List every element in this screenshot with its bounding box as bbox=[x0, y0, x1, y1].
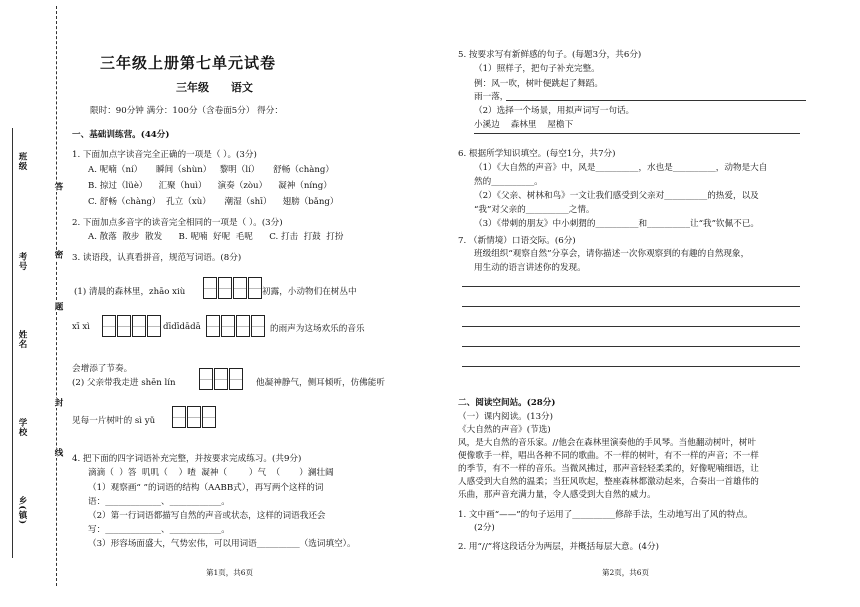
q4-part2-answer[interactable]: 写：_____________、____________。 bbox=[88, 525, 230, 535]
question-5: 5. 按要求写有新鲜感的句子。(每题3分，共6分) bbox=[458, 50, 642, 60]
q4-words: 滴滴（ ）答 叽叽（ ）喳 凝神（ ）气 （ ）澜壮阔 bbox=[88, 468, 334, 478]
section-basic-training: 一、基础训练营。(44分) bbox=[72, 130, 170, 140]
label-township: 乡(镇) bbox=[17, 496, 27, 526]
q6-part1-cont: 然的__________。 bbox=[474, 177, 543, 187]
footer-page-right: 第2页，共6页 bbox=[602, 568, 650, 577]
q6-part2: （2）《父亲、树林和鸟》一文让我们感受到父亲对__________的热爱，以及 bbox=[474, 191, 759, 201]
seal-word-da: 答 bbox=[53, 182, 63, 192]
reading-question-1: 1. 文中画“——”的句子运用了__________修辞手法，生动地写出了风的特点。 bbox=[458, 510, 753, 520]
q5-scenes: 小溪边 森林里 屋檐下 bbox=[474, 120, 574, 130]
reading-part1-title: （一）课内阅读。(13分) bbox=[458, 412, 553, 422]
binding-line bbox=[12, 128, 13, 558]
q3-line4-suffix: 他凝神静气，侧耳倾听，仿佛能听 bbox=[256, 378, 385, 388]
q1-option-a: A. 呢喃（ní） 瞬间（shùn） 黎明（lí） 舒畅（chàng） bbox=[88, 165, 334, 175]
q1-option-b: B. 掠过（lüè） 汇聚（huì） 演奏（zòu） 凝神（níng） bbox=[88, 181, 332, 191]
seal-word-xian: 线 bbox=[53, 448, 63, 458]
reading-paragraph-line5: 乐曲，那声音充满力量，令人感受到大自然的威力。 bbox=[458, 490, 656, 500]
reading-paragraph-line2: 便像歌手一样，唱出各种不同的歌曲。不一样的树叶，有不一样的声音；不一样 bbox=[458, 451, 759, 461]
q5-part1: （1）照样子，把句子补充完整。 bbox=[474, 64, 600, 74]
label-class: 班级 bbox=[17, 152, 27, 171]
q3-grid-3[interactable] bbox=[206, 315, 266, 337]
q6-part3: （3）《带刺的朋友》中小刺猬的__________和__________让“我”钦佩不已。 bbox=[474, 219, 759, 229]
q6-part1: （1）《大自然的声音》中，风是__________，水也是__________，动物是大自 bbox=[474, 163, 768, 173]
label-exam-number: 考号 bbox=[17, 252, 27, 271]
q5-part2: （2）选择一个场景，用拟声词写一句话。 bbox=[474, 106, 635, 116]
question-7: 7. （新情境）口语交际。(6分) bbox=[458, 236, 576, 246]
exam-info: 限时：90分钟 满分：100分（含卷面5分） 得分： bbox=[90, 106, 283, 116]
q6-part2-cont: “我”对父亲的__________之情。 bbox=[474, 205, 595, 215]
q3-grid-1[interactable] bbox=[203, 277, 263, 299]
label-name: 姓名 bbox=[17, 330, 27, 349]
q3-line5: 见每一片树叶的 sì yǔ bbox=[72, 416, 156, 426]
seal-word-feng: 封 bbox=[53, 398, 63, 408]
reading-paragraph-line3: 的季节，有不一样的音乐。当微风拂过，那声音轻轻柔柔的，好像呢喃细语，让 bbox=[458, 464, 759, 474]
section-reading: 二、阅读空间站。(28分) bbox=[458, 398, 556, 408]
q1-option-c: C. 舒畅（chàng） 孔立（xù） 潮湿（shī） 翅膀（bǎng） bbox=[88, 197, 339, 207]
q3-line1-suffix: 初露，小动物们在树丛中 bbox=[262, 287, 357, 297]
reading-question-2: 2. 用“//”将这段话分为两层，并概括每层大意。(4分) bbox=[458, 542, 659, 552]
label-school: 学校 bbox=[17, 418, 27, 437]
q4-part1-answer[interactable]: 语：_____________、____________。 bbox=[88, 497, 230, 507]
q3-line4-prefix: (2) 父亲带我走进 shēn lín bbox=[72, 378, 176, 388]
exam-subtitle: 三年级 语文 bbox=[176, 81, 253, 94]
exam-title: 三年级上册第七单元试卷 bbox=[100, 54, 277, 72]
question-6: 6. 根据所学知识填空。(每空1分，共7分) bbox=[458, 149, 616, 159]
q4-part3: （3）形容场面盛大，气势宏伟，可以用词语__________（选词填空）。 bbox=[88, 539, 356, 549]
q3-grid-5[interactable] bbox=[172, 406, 217, 428]
footer-page-left: 第1页，共6页 bbox=[206, 568, 254, 577]
q7-task-line2: 用生动的语言讲述你的发现。 bbox=[474, 263, 586, 273]
q5-answer-line-2[interactable] bbox=[474, 133, 800, 134]
q3-grid-4[interactable] bbox=[199, 368, 244, 390]
q4-part2: （2）第一行词语都描写自然的声音或状态，这样的词语我还会 bbox=[88, 511, 326, 521]
reading-source: 《大自然的声音》(节选) bbox=[458, 425, 551, 435]
q3-grid-2[interactable] bbox=[102, 315, 162, 337]
q7-answer-line-3[interactable] bbox=[462, 326, 800, 327]
q3-pinyin-didida: dīdīdādā bbox=[163, 322, 201, 332]
question-3: 3. 读语段，认真看拼音，规范写词语。(8分) bbox=[72, 253, 242, 263]
seal-dashed-line bbox=[56, 6, 57, 586]
seal-word-ti: 题 bbox=[53, 302, 63, 312]
q7-answer-line-2[interactable] bbox=[462, 306, 800, 307]
question-2: 2. 下面加点多音字的读音完全相同的一项是（ ）。(3分) bbox=[72, 218, 283, 228]
q4-part1: （1）观察画“ ”的词语的结构（AABB式），再写两个这样的词 bbox=[88, 483, 324, 493]
q5-answer-line-1[interactable] bbox=[506, 100, 806, 101]
q7-answer-line-4[interactable] bbox=[462, 346, 800, 347]
q7-task-line1: 班级组织“观察自然”分享会，请你描述一次你观察到的有趣的自然现象， bbox=[474, 249, 750, 259]
reading-question-1-score: (2分) bbox=[474, 523, 495, 533]
q3-line2-suffix: 的雨声为这场欢乐的音乐 bbox=[270, 324, 365, 334]
question-1: 1. 下面加点字读音完全正确的一项是（ ）。(3分) bbox=[72, 150, 257, 160]
q3-line1-prefix: (1) 清晨的森林里，zhāo xiù bbox=[74, 287, 186, 297]
q5-fill-prompt: 雨一落， bbox=[474, 92, 509, 102]
reading-paragraph-line1: 风，是大自然的音乐家。//他会在森林里演奏他的手风琴。当他翻动树叶，树叶 bbox=[458, 438, 756, 448]
q5-example: 例：风一吹，树叶便跳起了舞蹈。 bbox=[474, 79, 603, 89]
seal-word-mi: 密 bbox=[53, 250, 63, 260]
question-4: 4. 把下面的四字词语补充完整，并按要求完成练习。(共9分) bbox=[72, 454, 302, 464]
q7-answer-line-1[interactable] bbox=[462, 286, 800, 287]
q7-answer-line-5[interactable] bbox=[462, 366, 800, 367]
q3-line3: 会增添了节奏。 bbox=[72, 364, 133, 374]
q3-pinyin-xixi: xī xì bbox=[72, 322, 90, 332]
reading-paragraph-line4: 人感受到大自然的温柔；当狂风吹起，整座森林都激动起来，合奏出一首雄伟的 bbox=[458, 477, 759, 487]
q2-options: A. 散落 散步 散发 B. 呢喃 好呢 毛呢 C. 打击 打鼓 打扮 bbox=[88, 232, 344, 242]
